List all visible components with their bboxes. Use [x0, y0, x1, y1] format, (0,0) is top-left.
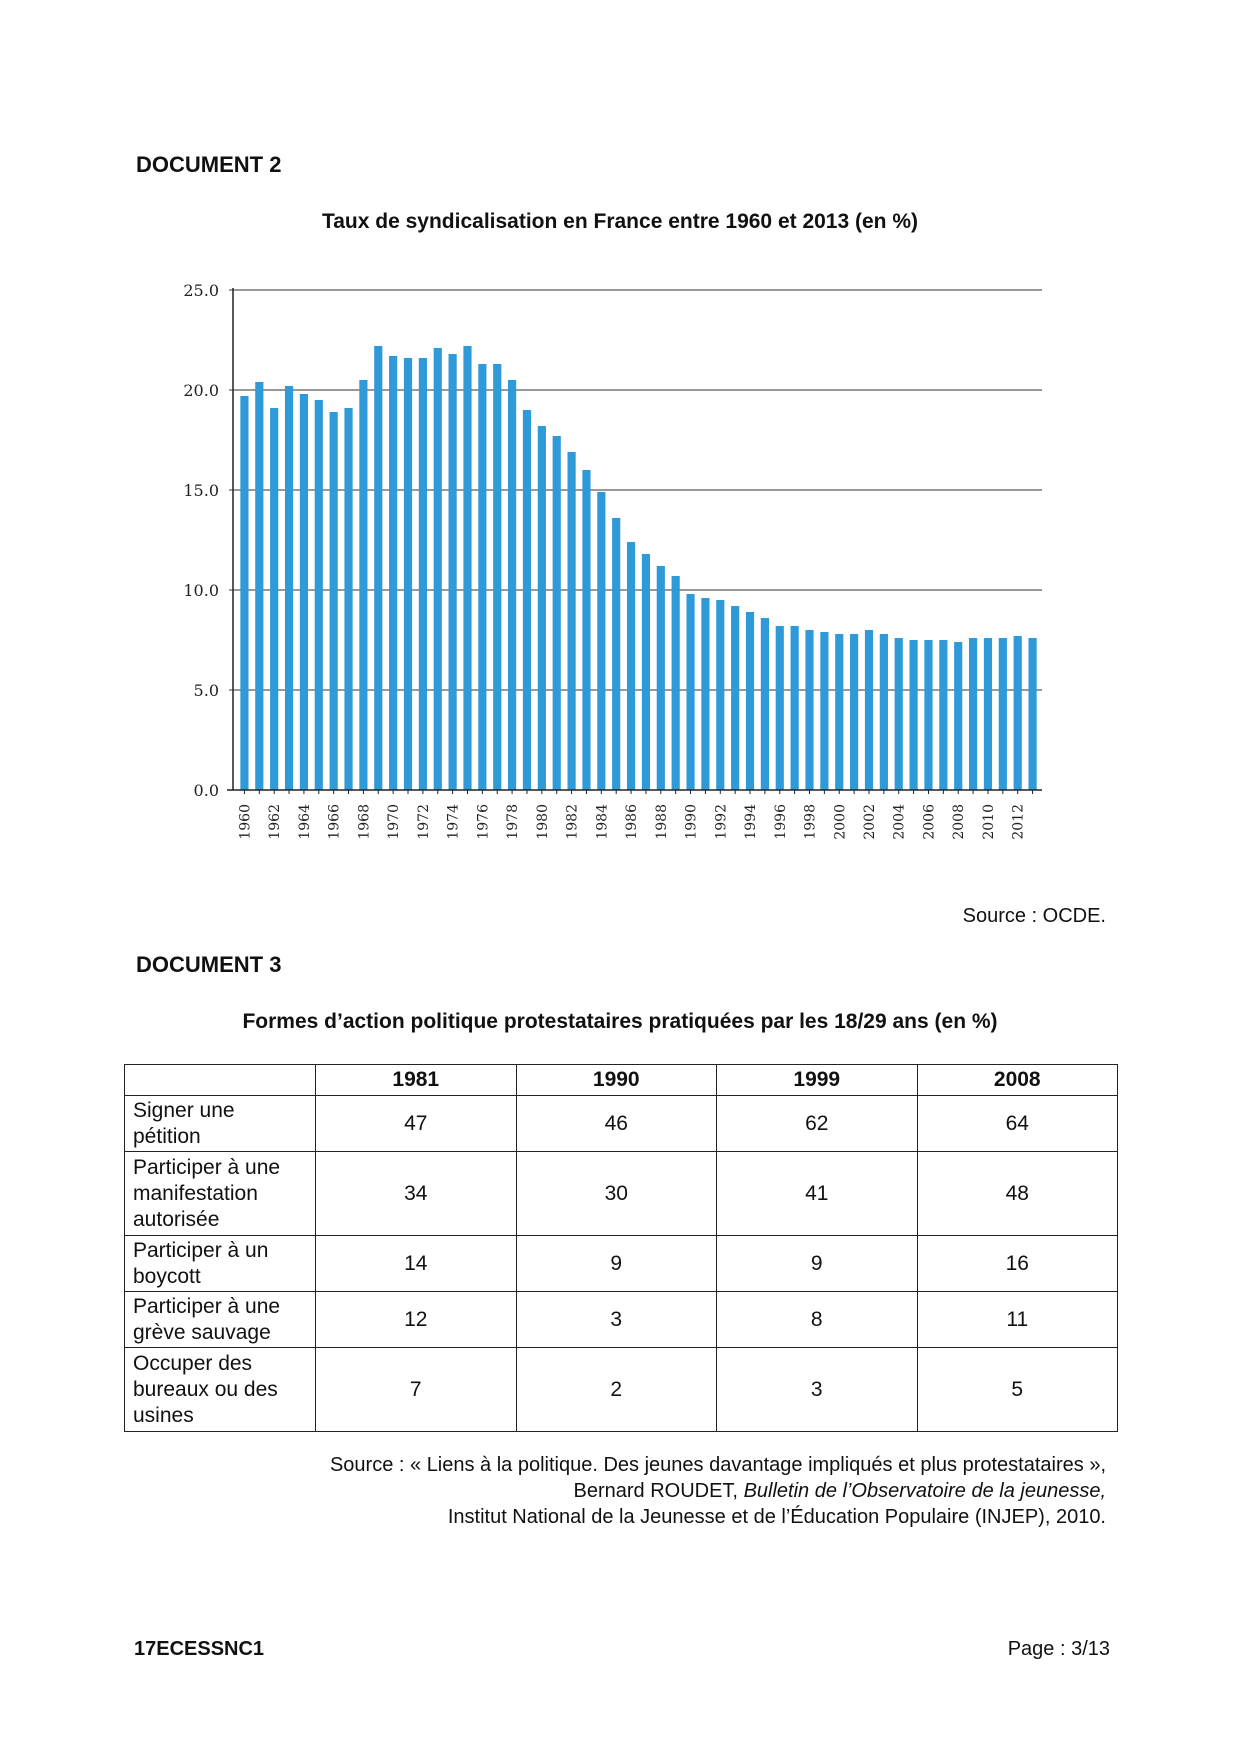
bar: [523, 410, 531, 790]
bar: [835, 634, 843, 790]
row-label: Signer une pétition: [125, 1096, 316, 1152]
bar: [895, 638, 903, 790]
x-tick-label: 1982: [564, 804, 581, 840]
table-corner-cell: [125, 1065, 316, 1096]
cell-value: 46: [516, 1096, 717, 1152]
y-tick-label: 10.0: [183, 581, 219, 600]
bar: [954, 642, 962, 790]
column-header: 1999: [717, 1065, 918, 1096]
bar: [672, 576, 680, 790]
bar: [924, 640, 932, 790]
bar: [344, 408, 352, 790]
document-3-source: [330, 1452, 1106, 1530]
bar: [701, 598, 709, 790]
bar: [449, 354, 457, 790]
bar: [657, 566, 665, 790]
y-tick-label: 15.0: [183, 481, 219, 500]
bar: [776, 626, 784, 790]
row-label: Participer à une manifestation autorisée: [125, 1152, 316, 1236]
bar: [582, 470, 590, 790]
x-tick-label: 1984: [594, 804, 611, 840]
bar: [612, 518, 620, 790]
cell-value: 3: [516, 1292, 717, 1348]
table-row: [125, 1152, 1118, 1236]
cell-value: 11: [917, 1292, 1118, 1348]
cell-value: 30: [516, 1152, 717, 1236]
x-tick-label: 2000: [832, 804, 849, 840]
x-tick-label: 1990: [683, 804, 700, 840]
x-tick-label: 1994: [743, 804, 760, 840]
bar: [746, 612, 754, 790]
x-tick-label: 1964: [296, 804, 313, 840]
bar: [478, 364, 486, 790]
source-line-2: [330, 1478, 1106, 1504]
bar: [434, 348, 442, 790]
bar: [567, 452, 575, 790]
bar: [404, 358, 412, 790]
y-tick-label: 25.0: [183, 281, 219, 300]
x-tick-label: 1986: [624, 804, 641, 840]
table-row: [125, 1348, 1118, 1432]
x-tick-label: 1968: [356, 804, 373, 840]
document-3-heading: DOCUMENT 3: [136, 952, 282, 977]
bar: [984, 638, 992, 790]
cell-value: 48: [917, 1152, 1118, 1236]
cell-value: 8: [717, 1292, 918, 1348]
bar: [508, 380, 516, 790]
x-tick-label: 1962: [267, 804, 284, 840]
bar: [820, 632, 828, 790]
bar: [1028, 638, 1036, 790]
cell-value: 12: [316, 1292, 517, 1348]
x-tick-label: 2008: [951, 804, 968, 840]
bar: [285, 386, 293, 790]
x-tick-label: 1976: [475, 804, 492, 840]
bar: [374, 346, 382, 790]
table-row: [125, 1096, 1118, 1152]
row-label: Participer à une grève sauvage: [125, 1292, 316, 1348]
cell-value: 9: [717, 1236, 918, 1292]
cell-value: 5: [917, 1348, 1118, 1432]
x-tick-label: 1980: [534, 804, 551, 840]
x-tick-label: 1974: [445, 804, 462, 840]
bar: [880, 634, 888, 790]
x-tick-label: 1978: [505, 804, 522, 840]
cell-value: 41: [717, 1152, 918, 1236]
bar: [642, 554, 650, 790]
cell-value: 34: [316, 1152, 517, 1236]
bar: [999, 638, 1007, 790]
bar: [553, 436, 561, 790]
bar: [686, 594, 694, 790]
bar: [1014, 636, 1022, 790]
cell-value: 7: [316, 1348, 517, 1432]
bar: [627, 542, 635, 790]
source-line-1: Source : « Liens à la politique. Des jeunes davantage impliqués et plus protestataires »,: [329, 1454, 1106, 1476]
bar: [850, 634, 858, 790]
bar: [791, 626, 799, 790]
table-row: [125, 1236, 1118, 1292]
bar: [805, 630, 813, 790]
x-tick-label: 2006: [921, 804, 938, 840]
column-header: 2008: [917, 1065, 1118, 1096]
cell-value: 62: [717, 1096, 918, 1152]
x-tick-label: 1998: [802, 804, 819, 840]
bar: [300, 394, 308, 790]
x-tick-label: 2002: [861, 804, 878, 840]
column-header: 1981: [316, 1065, 517, 1096]
x-tick-label: 1960: [237, 804, 254, 840]
bar: [761, 618, 769, 790]
bar: [463, 346, 471, 790]
x-tick-label: 1972: [415, 804, 432, 840]
bar: [493, 364, 501, 790]
bar: [359, 380, 367, 790]
x-tick-label: 1988: [653, 804, 670, 840]
source-author: Bernard ROUDET,: [573, 1480, 738, 1502]
bar: [389, 356, 397, 790]
bar: [419, 358, 427, 790]
row-label: Participer à un boycott: [125, 1236, 316, 1292]
bar: [240, 396, 248, 790]
cell-value: 9: [516, 1236, 717, 1292]
bar: [315, 400, 323, 790]
bar: [865, 630, 873, 790]
protest-actions-table: [124, 1064, 1118, 1432]
bar: [731, 606, 739, 790]
x-tick-label: 1966: [326, 804, 343, 840]
table-row: [125, 1292, 1118, 1348]
bar: [270, 408, 278, 790]
cell-value: 2: [516, 1348, 717, 1432]
cell-value: 64: [917, 1096, 1118, 1152]
y-tick-label: 20.0: [183, 381, 219, 400]
y-tick-label: 5.0: [193, 681, 219, 700]
x-tick-label: 2004: [891, 804, 908, 840]
cell-value: 3: [717, 1348, 918, 1432]
bar: [910, 640, 918, 790]
chart-title: Taux de syndicalisation en France entre 1960 et 2013 (en %): [321, 210, 919, 233]
bar: [255, 382, 263, 790]
x-tick-label: 1992: [713, 804, 730, 840]
cell-value: 14: [316, 1236, 517, 1292]
x-tick-label: 2012: [1010, 804, 1027, 840]
document-2-heading: DOCUMENT 2: [136, 152, 282, 177]
bar: [939, 640, 947, 790]
source-publication: Bulletin de l’Observatoire de la jeunesse,: [743, 1480, 1106, 1502]
document-2-source: Source : OCDE.: [962, 905, 1106, 927]
exam-code: 17ECESSNC1: [134, 1638, 265, 1660]
cell-value: 47: [316, 1096, 517, 1152]
bar: [597, 492, 605, 790]
cell-value: 16: [917, 1236, 1118, 1292]
y-tick-label: 0.0: [193, 781, 219, 800]
x-tick-label: 1996: [772, 804, 789, 840]
page-number: Page : 3/13: [1007, 1638, 1110, 1660]
x-tick-label: 2010: [980, 804, 997, 840]
table-title: Formes d’action politique protestataires pratiquées par les 18/29 ans (en %): [242, 1010, 998, 1033]
bar-chart: [140, 268, 1070, 868]
bar: [969, 638, 977, 790]
table-header-row: [125, 1065, 1118, 1096]
row-label: Occuper des bureaux ou des usines: [125, 1348, 316, 1432]
bar: [330, 412, 338, 790]
column-header: 1990: [516, 1065, 717, 1096]
source-line-3: Institut National de la Jeunesse et de l’Éducation Populaire (INJEP), 2010.: [447, 1506, 1106, 1528]
bar: [538, 426, 546, 790]
bar: [716, 600, 724, 790]
x-tick-label: 1970: [386, 804, 403, 840]
